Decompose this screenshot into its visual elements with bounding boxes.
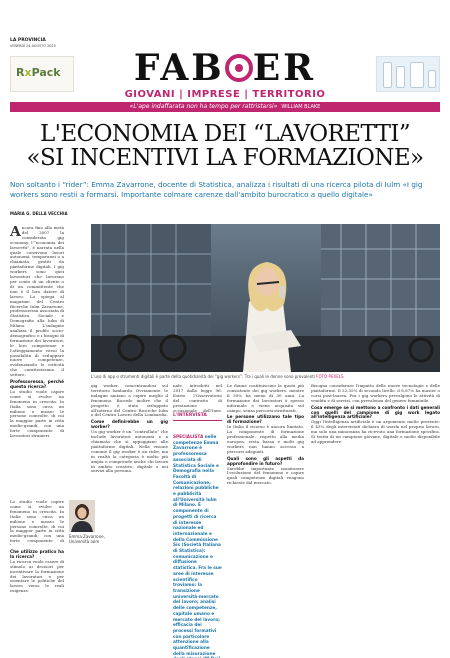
question-heading: Le persone utilizzano tale tipo di formazione? <box>227 414 304 425</box>
photo-caption: L'uso di app e strumenti digitali è parte della quotidianità dei “gig workers”. Tra i quali le donne sono prevalenti FOTO PEXELS <box>91 374 344 379</box>
article-column-5: Bisogna considerare l'impatto delle nuove tecnologie e delle piattaforme. Il 22,35% di secondo livello, il 6,87% ha master o corsi post-laurea. Fra i gig workers prevalgono le attività di vendita e di servizi, con prevalenza del genere femminile. Cosa emerge se si mettono a confronto i dati generali con quelli del campione di gig work legato all'intelligenza artificiale? Oggi l'intelligenza artificiale è un argomento molto presente: il 43% degli intervistati dichiara di usarla nel proprio lavoro, ma solo una minoranza ha ricevuto una formazione specifica. Si tratta di un campione giovane, digitale e molto disponibile ad apprendere. <box>311 384 440 444</box>
bottle-icon <box>428 70 436 88</box>
article-column-3: nale, introdotti nel 2017 dalla legge 96. Esiste l'Osservatorio del contratto di prestazione occasionale dell'Inps, <box>173 384 222 412</box>
article-column-2: gig worker, concentrandosi sul territorio lombardo. Ovviamente, le indagini aiutano a capire meglio il fenomeno. Ricordo inoltre che il progetto è stato sviluppato all'interno del Centro Ricerche Iulm e del Centro Lavoro della Lombardia. Come definirebbe un gig worker? Un gig worker è un “controllato” che include lavoratori autonomi e a chiamata che si appoggiano alle piattaforme digitali. Nella visione comune il gig worker è un rider, ma in realtà la categoria è molto più ampia e comprende anche chi lavora in ambito creativo, digitale o nei servizi alla persona. <box>91 384 168 474</box>
headline-line-2: «SI INCENTIVI LA FORMAZIONE» <box>26 145 424 171</box>
photo-credit: FOTO PEXELS <box>316 374 344 379</box>
question-heading: Che utilizzo pratico ha la ricerca? <box>10 549 64 559</box>
question-heading: Quali sono gli aspetti da approfondire in futuro? <box>227 455 304 466</box>
section-masthead-title: FAB ER <box>133 47 317 89</box>
article-column-1-lower: Lo studio vuole capire come si evolve un fenomeno in crescita. In Italia sono circa un milione e mezzo le persone coinvolte, di cui la maggior parte in città medio-grandi, con una forte componente di <box>10 500 64 544</box>
ad-bottles[interactable] <box>376 56 440 92</box>
drop-cap: A <box>10 226 21 240</box>
section-tagline: GIOVANI | IMPRESE | TERRITORIO <box>124 89 326 100</box>
question-heading: Cosa emerge se si mettono a confronto i dati generali con quelli del campione di gig work legato all'intelligenza artificiale? <box>311 404 440 420</box>
portrait-caption: Emma Zavarrone, Università Iulm <box>69 534 105 544</box>
quote-author: WILLIAM BLAKE <box>281 104 321 110</box>
bottle-icon <box>410 62 424 88</box>
byline: MARIA G. DELLA VECCHIA <box>10 211 68 216</box>
question-heading: Professoressa, perché questa ricerca? <box>10 379 64 389</box>
headline <box>10 122 440 170</box>
bottle-icon <box>383 62 392 88</box>
bottle-icon <box>396 66 405 88</box>
issue-date: VENERDÌ 24 AGOSTO 2025 <box>10 44 56 48</box>
article-column-1-bottom: Che utilizzo pratico ha la ricerca? La ricerca vuole essere di stimolo ai decisori per incentivare la formazione dei lavoratori e per orientare le politiche del lavoro verso le reali esigenze. <box>10 549 64 594</box>
quote-bar <box>10 102 440 112</box>
quote-text: «L'ape indaffarata non ha tempo per rattristarsi» <box>129 103 278 110</box>
question-heading: Come definirebbe un gig worker? <box>91 419 168 430</box>
headline-line-1: L'ECONOMIA DEI “LAVORETTI” <box>39 121 411 147</box>
interview-label: L'INTERVISTA <box>173 413 207 418</box>
rxpack-logo: RxPack <box>16 66 61 79</box>
article-column-4: Le donne costituiscono la quota più consistente dei gig workers, mentre il 50% ha meno di 30 anni. La formazione dei lavoratori è spesso informale e viene acquisita sul campo, senza percorsi strutturati. Le persone utilizzano tale tipo di formazione? In Italia il ricorso è ancora limitato. La componente di formazione professionale, rispetto alla media europea, resta bassa e molti gig workers non hanno accesso a percorsi adeguati. Quali sono gli aspetti da approfondire in futuro? Sarebbe importante monitorare l'evoluzione del fenomeno e capire quali competenze digitali vengono richieste dal mercato. <box>227 384 304 486</box>
interview-rule <box>173 420 222 421</box>
article-photo <box>91 224 440 372</box>
subheadline: Non soltanto i “rider”: Emma Zavarrone, docente di Statistica, analizza i risultati di una ricerca pilota di Iulm «I gig workers sono restii a formarsi. Importante colmare carenze dall'ambito burocratico a quello digitale» <box>10 180 423 199</box>
ad-rxpack[interactable] <box>10 56 74 92</box>
newspaper-name: LA PROVINCIA <box>10 38 46 43</box>
article-column-1: Ancora fino alla metà del 2007 la considerata gig economy, l'“economia dei lavoretti”, è narrata nella quale convivono lavori autonomi, temporanei o a chiamata, gestiti da piattaforme digitali. I gig workers sono quei lavoratori che lavorano per conto di un cliente o di un committente che non è il loro datore di lavoro. Lo spiega al magazine del Centro Ricerche Iulm Zavarrone, professoressa associata di Statistica Sociale e Demografia alla Iulm di Milano. L'indagine analizza il profilo socio-demografico e i bisogni di formazione dei lavoratori, le loro competenze e l'atteggiamento verso la possibilità di sviluppare nuove competenze, evidenziando le criticità che caratterizzano il settore. Professoressa, perché questa ricerca? Lo studio vuole capire come si evolve un fenomeno in crescita. In Italia sono circa un milione e mezzo le persone coinvolte, di cui la maggior parte in città medio-grandi, con una forte componente di lavoratori stranieri. <box>10 226 64 439</box>
faber-o-icon <box>225 54 253 82</box>
specialist-box: SPECIALISTA nelle competenze Emma Zavarrone è professoressa associata di Statistica Sociale e Demografia nella Facoltà di Comunicazione, relazioni pubbliche e pubblicità all'Università Iulm di Milano. È componente di progetti di ricerca di interesse nazionale ed internazionale e della Commissione Sis (Società Italiana di Statistica): comunicazione e diffusione statistica. Fra le sue aree di interesse scientifico troviamo: la transizione università-mercato del lavoro; analisi delle competenze, capitale umano e mercato del lavoro; efficacia dei processi formativi con particolare attenzione alla quantificazione della misurazione <box>173 435 222 657</box>
